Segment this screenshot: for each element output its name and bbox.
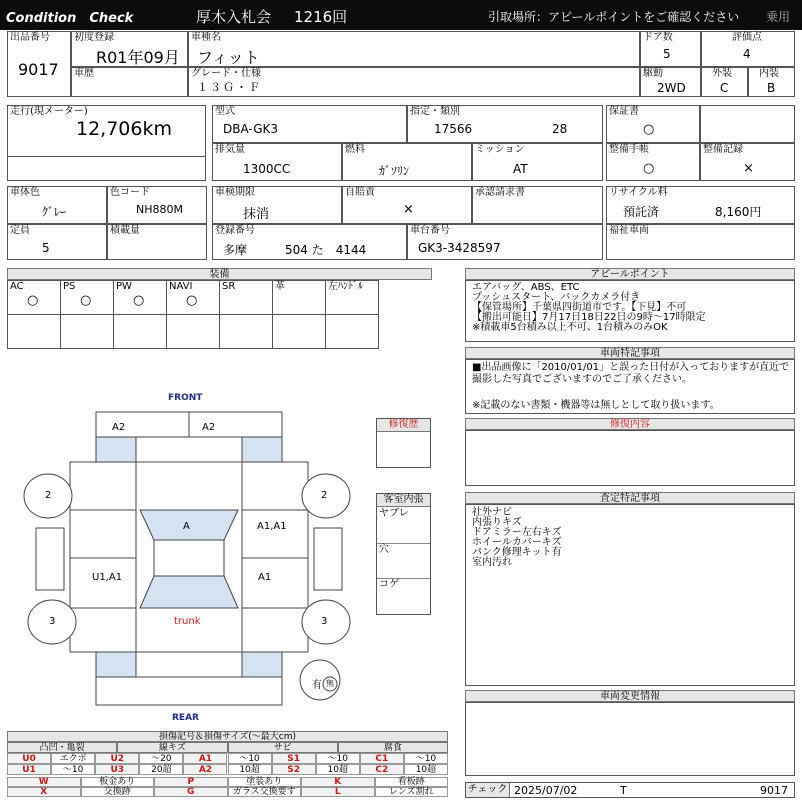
insurance-cell: 自賠責 ×: [342, 186, 472, 224]
car-diagram: [0, 380, 375, 730]
legend-cell: A1: [183, 753, 227, 764]
legend-bottom-cell: G: [154, 787, 228, 797]
record-cell: 整備記録 ×: [700, 143, 795, 181]
legend-bottom-cell: K: [301, 777, 375, 787]
equip-label-5: 革: [272, 280, 326, 315]
plate-cell: 登録番号 多摩 504 た 4144: [212, 224, 407, 260]
legend-cell: ～20: [139, 753, 183, 764]
mark-right-front-door: A1,A1: [257, 521, 287, 532]
interior-cell: 内装 B: [748, 67, 795, 97]
legend-cell: S1: [272, 753, 316, 764]
change-body: [465, 702, 795, 776]
mileage-cell: 走行(現メーター) 12,706km: [7, 105, 206, 181]
appeal-title: アピールポイント: [465, 268, 795, 280]
equip-label-3: NAVI ○: [166, 280, 220, 315]
model-cell: 車種名 フィット: [188, 31, 640, 67]
history-cell: 車歴: [71, 67, 188, 97]
special-body: ■出品画像に「2010/01/01」と誤った日付が入っておりますが直近で撮影した写真でございますのでご了承ください。 ※記載のない書類・機器等は無しとして取り扱います。: [465, 359, 795, 414]
displacement-cell: 排気量 1300CC: [212, 143, 342, 181]
fuel-cell: 燃料 ｶﾞｿﾘﾝ: [342, 143, 472, 181]
legend-cell: S2: [272, 764, 316, 775]
equip-label-6: 左ﾊﾝﾄﾞﾙ: [325, 280, 379, 315]
legend-cell: C2: [360, 764, 404, 775]
legend-bottom-cell: 看板跡: [375, 777, 449, 787]
legend-title: 損傷記号＆損傷サイズ(～最大cm): [7, 731, 448, 742]
recycle-cell: リサイクル料 預託済 8,160円: [606, 186, 795, 224]
mark-tire-fl: 2: [45, 490, 52, 501]
approval-cell: 承認請求書: [472, 186, 603, 224]
legend-bottom-cell: ガラス交換要す: [228, 787, 302, 797]
manual-cell: 整備手帳 ○: [606, 143, 700, 181]
equipment-title: 装備: [7, 268, 432, 280]
legend-cell: ～10: [228, 753, 272, 764]
type-cell: 型式 DBA-GK3: [212, 105, 407, 143]
legend-cell: A2: [183, 764, 227, 775]
legend-bottom-cell: P: [154, 777, 228, 787]
equip-blank-6: [325, 314, 379, 349]
equip-label-0: AC ○: [7, 280, 61, 315]
repair-content-title: 修復内容: [465, 418, 795, 430]
legend-cell: エクボ: [51, 753, 95, 764]
legend-bottom-cell: 板金あり: [81, 777, 155, 787]
equip-label-2: PW ○: [113, 280, 167, 315]
mark-tire-fr: 2: [321, 490, 328, 501]
spare-label: 有: [312, 680, 322, 691]
equip-blank-4: [219, 314, 273, 349]
lot-number-value: 9017: [18, 60, 59, 79]
spare-icon: 無: [326, 679, 334, 688]
legend-cell: 20超: [139, 764, 183, 775]
legend-bottom-cell: レンズ割れ: [375, 787, 449, 797]
body-color-cell: 車体色 ｸﾞﾚｰ: [7, 186, 107, 224]
grade-cell: グレード・仕様 １３Ｇ・Ｆ: [188, 67, 640, 97]
doors-cell: ドア数 5: [640, 31, 701, 67]
equip-blank-5: [272, 314, 326, 349]
legend-bottom-cell: W: [7, 777, 81, 787]
chassis-cell: 車台番号 GK3-3428597: [407, 224, 603, 260]
legend-cell: 10超: [228, 764, 272, 775]
cabin-box: 客室内張 ヤブレ 穴 コゲ: [376, 493, 431, 615]
brand-title: Condition Check: [6, 11, 134, 26]
legend-cell: ～10: [316, 753, 360, 764]
equip-blank-2: [113, 314, 167, 349]
legend-cell: U1: [7, 764, 51, 775]
repair-content-body: [465, 430, 795, 486]
legend-cell: 10超: [404, 764, 448, 775]
mark-front-right: A2: [202, 422, 216, 433]
legend-group-1: 線キズ: [117, 742, 227, 753]
drive-cell: 駆動 2WD: [640, 67, 701, 97]
equip-label-4: SR: [219, 280, 273, 315]
color-code-cell: 色コード NH880M: [107, 186, 207, 224]
trunk-label: trunk: [174, 616, 201, 627]
equip-blank-3: [166, 314, 220, 349]
inspection-cell: 車検期限 抹消: [212, 186, 342, 224]
legend-bottom-cell: L: [301, 787, 375, 797]
legend-grid: [7, 742, 448, 798]
footer-bar: チェック 2025/07/02 T 9017: [465, 782, 795, 798]
score-cell: 評価点 4: [701, 31, 795, 67]
equip-label-1: PS ○: [60, 280, 114, 315]
special-title: 車両特記事項: [465, 347, 795, 359]
load-cell: 積載量: [107, 224, 207, 260]
equip-blank-0: [7, 314, 61, 349]
legend-cell: U2: [95, 753, 139, 764]
legend-cell: U3: [95, 764, 139, 775]
first-reg-cell: 初度登録 R01年09月: [71, 31, 188, 67]
appeal-body: エアバッグ、ABS、ETC プッシュスタート、バックカメラ付き 【保管場所】千葉県四街道市です。【下見】不可 【搬出可能日】7月17日18日22日の9時～17時限定 ※積載車5台積み以上不可、1台積みのみOK: [465, 280, 795, 342]
equipment-grid: [7, 280, 432, 348]
mark-hood: A: [183, 521, 190, 532]
capacity-cell: 定員 5: [7, 224, 107, 260]
lot-round: 1216回: [294, 8, 348, 26]
legend-cell: U0: [7, 753, 51, 764]
mark-front-left: A2: [112, 422, 126, 433]
legend-cell: ～10: [51, 764, 95, 775]
legend-cell: ～10: [404, 753, 448, 764]
mark-tire-rl: 3: [49, 616, 56, 627]
exterior-cell: 外装 C: [701, 67, 748, 97]
mark-right-rear-door: A1: [258, 572, 272, 583]
legend-group-2: サビ: [228, 742, 338, 753]
lot-number-cell: 出品番号 9017: [7, 31, 71, 97]
pickup-info: 引取場所：アピールポイントをご確認ください: [488, 10, 740, 24]
change-title: 車両変更情報: [465, 690, 795, 702]
front-label: FRONT: [168, 393, 203, 403]
legend-bottom-cell: X: [7, 787, 81, 797]
auction-name: 厚木入札会: [196, 8, 272, 26]
legend-bottom-cell: 交換跡: [81, 787, 155, 797]
welfare-cell: 福祉車両: [606, 224, 795, 260]
inspection-title: 査定特記事項: [465, 492, 795, 504]
category-badge: 乗用: [766, 10, 791, 24]
mission-cell: ミッション AT: [472, 143, 603, 181]
mark-left-rear-door: U1,A1: [92, 572, 123, 583]
equip-blank-1: [60, 314, 114, 349]
mark-tire-rr: 3: [321, 616, 328, 627]
class-cell: 指定・類別 17566 28: [407, 105, 603, 143]
legend-bottom-cell: 塗装あり: [228, 777, 302, 787]
warranty-cell: 保証書 ○: [606, 105, 700, 143]
inspection-body: 社外ナビ 内張りキズ ドアミラー左右キズ ホイールカバーキズ パンク修理キット有 室内汚れ: [465, 504, 795, 686]
legend-group-0: 凸凹・亀裂: [7, 742, 117, 753]
legend-cell: 10超: [316, 764, 360, 775]
legend-group-3: 腐食: [338, 742, 448, 753]
legend-cell: C1: [360, 753, 404, 764]
warranty-blank-cell: [700, 105, 795, 143]
rear-label: REAR: [172, 713, 199, 723]
repair-history-box: 修復歴: [376, 418, 431, 468]
